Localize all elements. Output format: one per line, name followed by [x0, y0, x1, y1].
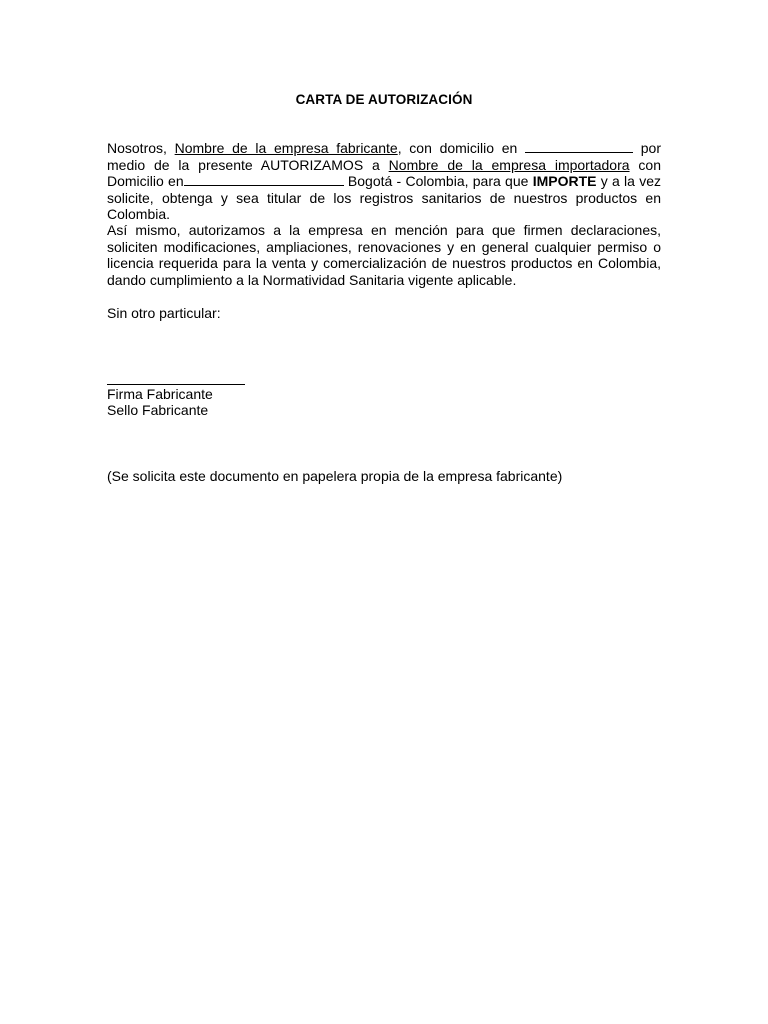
- paragraph1-text-6: y a la vez solicite, obtenga y sea titular de los registros sanitarios de nuestros productos en Colombia.: [107, 173, 662, 223]
- paragraph1-text-2: , con domicilio en: [397, 140, 526, 156]
- letterhead-note: (Se solicita este documento en papelera propia de la empresa fabricante): [107, 468, 563, 484]
- paragraph-additional-authorization: Así mismo, autorizamos a la empresa en mención para que firmen declaraciones, soliciten modificaciones, ampliaciones, renovaciones y en general cualquier permiso o licencia requerida para la venta y comercialización de nuestros productos en Colombia, dando cumplimiento a la Normatividad Sanitaria vigente aplicable.: [107, 222, 661, 288]
- paragraph1-text-4: con Domicilio en: [107, 156, 661, 190]
- stamp-label: Sello Fabricante: [107, 402, 209, 418]
- manufacturer-address-blank: [525, 140, 633, 153]
- paragraph1-text-3: por medio de la presente AUTORIZAMOS a: [107, 140, 661, 173]
- document-title: CARTA DE AUTORIZACIÓN: [295, 92, 473, 107]
- paragraph1-text-5: Bogotá - Colombia, para que: [343, 173, 533, 190]
- importer-name-placeholder: Nombre de la empresa importadora: [388, 156, 630, 173]
- importe-bold-word: IMPORTE: [532, 173, 597, 190]
- manufacturer-name-placeholder: Nombre de la empresa fabricante: [174, 140, 398, 156]
- paragraph-authorization: [107, 140, 661, 223]
- importer-address-blank: [184, 173, 344, 186]
- paragraph1-text-1: Nosotros,: [107, 140, 175, 156]
- closing-text: Sin otro particular:: [107, 305, 221, 321]
- signature-label: Firma Fabricante: [107, 386, 213, 402]
- signature-line: [107, 384, 245, 385]
